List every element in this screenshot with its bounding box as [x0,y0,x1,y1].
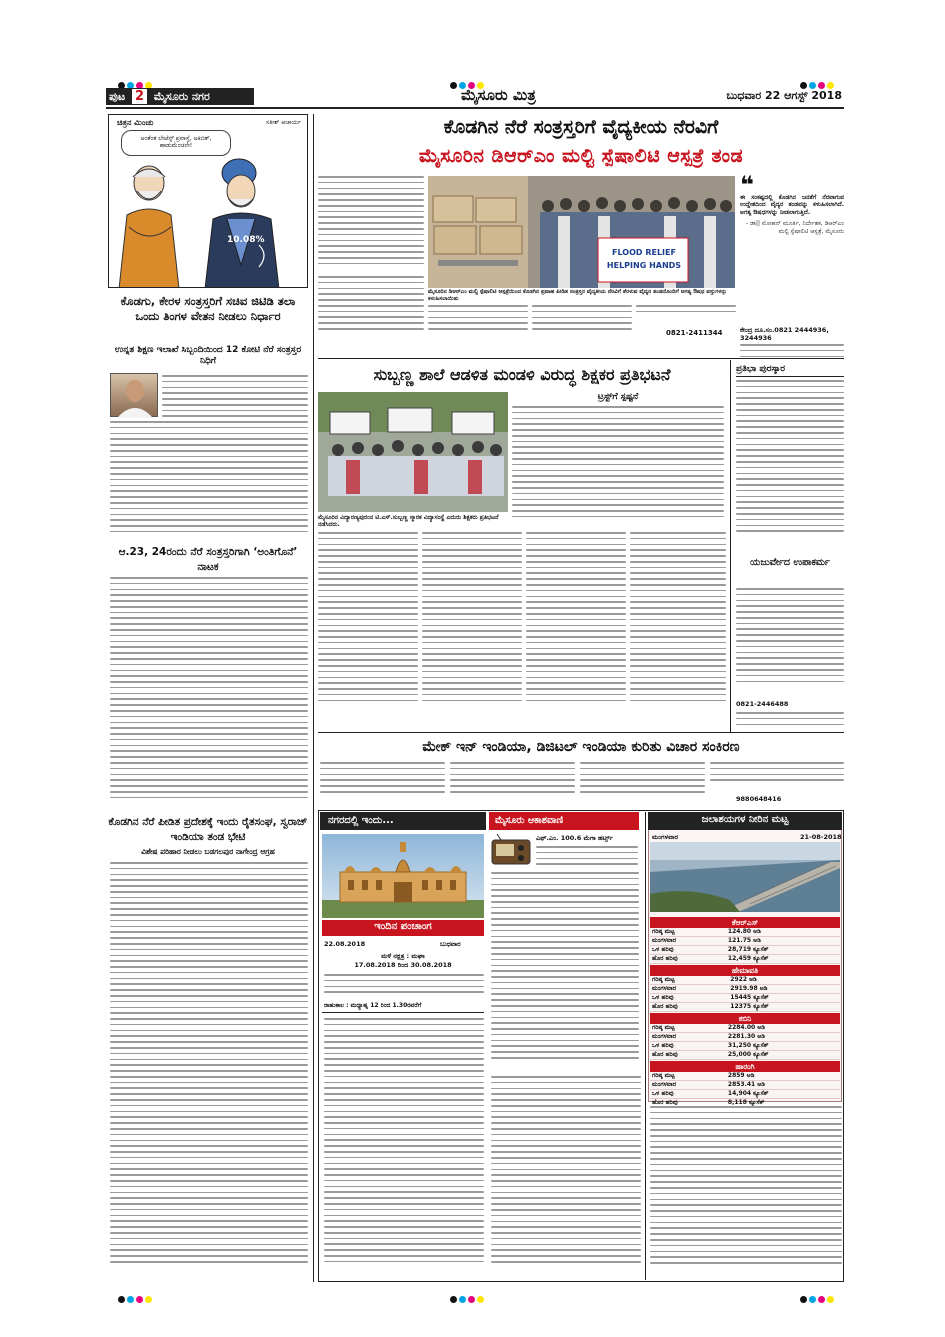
dam-row [650,985,840,994]
dam-row-label: ಹೊರ ಹರಿವು [650,955,726,964]
radio-body-top [536,846,638,870]
protest-body-2 [422,532,522,722]
yajur-headline: ಯಜುರ್ವೇದ ಉಪಾಕರ್ಮ [750,557,830,568]
salary-body-top [162,375,308,419]
protest-bottom-rule [318,732,844,733]
radio-icon [491,834,531,866]
yajur-phone: 0821-2446488 [736,700,789,708]
radio-title-bar [489,812,639,830]
page-header [106,86,844,108]
page-number: 2 [132,89,147,104]
dam-row [650,1090,840,1099]
dam-row [650,976,840,985]
quote-mark-icon: ❝ [740,171,755,199]
reservoir-title-bar [648,812,842,830]
right-column-rule [730,360,731,732]
dam-row-label: ಒಳ ಹರಿವು [650,946,726,955]
make-body-2 [450,762,575,802]
lead-phone-1: ಕೇಂದ್ರ ದೂ.ಸಂ.0821 2444936, 3244936 [740,326,829,342]
cartoon-title: ಚಿತ್ರನ ಮಿಂಚು [117,118,154,127]
header-date: ಬುಧವಾರ 22 ಆಗಸ್ಟ್ 2018 [726,89,842,102]
dam-row-value: 25,000 ಕ್ಯೂಸೆಕ್ [726,1051,840,1060]
panchanga-day: ಬುಧವಾರ [440,940,461,948]
cartoon-box [108,114,308,288]
protest-photo-scene [318,392,508,512]
dam-name: ಹಾರಂಗಿ [650,1061,840,1072]
dam-row-value: 2922 ಅಡಿ [728,976,840,985]
cartoon-artist: ಸತೀಶ್ ಆಚಾರ್ಯ [266,119,301,126]
salary-subhead: ಉನ್ನತ ಶಿಕ್ಷಣ ಇಲಾಖೆ ಸಿಬ್ಬಂದಿಯಿಂದ 12 ಕೋಟಿ ನೆರೆ ಸಂತ್ರಸ್ತರ ನಿಧಿಗೆ [114,345,302,366]
dam-row-label: ಮಂಗಳವಾರ [650,1033,726,1042]
dam-row [650,937,840,946]
events-col-3 [650,1106,842,1276]
lead-bottom-rule [318,358,844,359]
banner-line-1: FLOOD RELIEF [612,248,676,257]
radio-frequency: ಎಫ್.ಎಂ. 100.6 ಮೆಗಾ ಹರ್ಟ್ಸ್ [536,834,613,842]
minister-photo [110,373,158,417]
lead-body-col2 [428,305,528,339]
dam-row-value: 28,719 ಕ್ಯೂಸೆಕ್ [726,946,840,955]
protest-body-4 [630,532,726,722]
minister-portrait [111,374,159,418]
award-headline: ಪ್ರತಿಭಾ ಪುರಸ್ಕಾರ [736,364,844,377]
make-body-3 [580,762,705,802]
make-body-4 [710,762,844,792]
cartoon-jacket-text: 10.08% [227,235,265,245]
dam-row-value: 124.80 ಅಡಿ [726,928,840,937]
protest-photo [318,392,508,512]
protest-kicker: ಟ್ರಸ್ಟ್‌ಗೆ ಸ್ಪಷ್ಟನೆ [597,392,639,402]
section-name: ಮೈಸೂರು ನಗರ [153,90,210,103]
rahukala: ರಾಹುಕಾಲ : ಮಧ್ಯಾಹ್ನ 12 ರಿಂದ 1.30ರವರೆಗೆ [324,1002,422,1009]
today-inner-rule [645,812,646,1280]
left-column-rule [313,114,314,1282]
dam-name: ಕಬಿನಿ [650,1013,840,1024]
palace-photo [322,834,484,918]
dam-row [650,1081,840,1090]
dam-row-label: ಗರಿಷ್ಠ ಮಟ್ಟ [650,976,728,985]
dam-row [650,1051,840,1060]
dam-row [650,1072,840,1081]
dam-name: ಕೆಆರ್‌ಎಸ್ [650,917,840,928]
dam-row [650,994,840,1003]
dam-row [650,928,840,937]
lead-photo-caption: ಮೈಸೂರಿನ ಡಿಆರ್‌ಎಂ ಮಲ್ಟಿ ಸ್ಪೆಷಾಲಿಟಿ ಆಸ್ಪತ್ರೆಯಿಂದ ಕೊಡಗಿನ ಪ್ರವಾಹ ಪೀಡಿತ ಸಂತ್ರಸ್ತರ ವೈದ್ಯಕೀಯ ನೆರವಿಗೆ ತೆರಳುವ ವೈದ್ಯರ ತಂಡದೊಂದಿಗೆ ಅಗತ್ಯ ಔಷಧ ವಸ್ತುಗಳನ್ನು ಕಳುಹಿಸಲಾಯಿತು [428,289,727,302]
banner-line-2: HELPING HANDS [606,261,682,270]
speech-text: ಅಂತೆಂತ ಲೇಟೆಸ್ಟ್ ಪ್ರವಾಸ್ತೆ, ಅಕಿಬಿತ್, ಹಾಡುಮೆಂಚನೇ! [140,135,212,149]
yajur-body [736,588,844,698]
play-body [110,577,308,809]
panchanga-title-bar [322,920,484,936]
dam-photo [650,842,840,912]
protest-headline: ಸುಬ್ಬಣ್ಣ ಶಾಲೆ ಆಡಳಿತ ಮಂಡಳಿ ವಿರುದ್ಧ ಶಿಕ್ಷಕರ ಪ್ರತಿಭಟನೆ [373,365,671,384]
radio-body [491,872,639,1070]
dam-name: ಹೇಮಾವತಿ [650,965,840,976]
dam-row-label: ಮಂಗಳವಾರ [650,1081,726,1090]
dam-row [650,1003,840,1012]
dam-row-value: 2284.00 ಅಡಿ [726,1024,840,1033]
dam-row-value: 15445 ಕ್ಯೂಸೆಕ್ [728,994,840,1003]
panchanga-title: ಇಂದಿನ ಪಂಚಾಂಗ [374,921,432,932]
farmers-headline: ಕೊಡಗಿನ ನೆರೆ ಪೀಡಿತ ಪ್ರದೇಶಕ್ಕೆ ಇಂದು ರೈತಸಂಘ, ಸ್ವರಾಜ್ ಇಂಡಿಯಾ ತಂಡ ಭೇಟಿ [108,816,308,843]
registration-marks-bottom [118,1288,154,1307]
quote-text: ಈ ಸಂಕಷ್ಟದಲ್ಲಿ ಕೊಡಗಿನ ಜನತೆಗೆ ನೆರವಾಗುವ ಉದ್ದೇಶದಿಂದ ವೈದ್ಯರ ತಂಡವನ್ನು ಕಳುಹಿಸಲಾಗಿದೆ. ಅಗತ್ಯ ಔಷಧಗಳನ್ನು ನೀಡಲಾಗುತ್ತಿದೆ. [740,194,844,216]
page-tag [106,88,254,105]
dam-row-label: ಹೊರ ಹರಿವು [650,1099,726,1108]
lead-phone-2: 0821-2411344 [666,329,723,337]
dam-row-label: ಹೊರ ಹರಿವು [650,1051,726,1060]
dam-row-value: 12375 ಕ್ಯೂಸೆಕ್ [728,1003,840,1012]
panchanga-range: 17.08.2018 ರಿಂದ 30.08.2018 [354,961,452,969]
make-headline: ಮೇಕ್ ಇನ್ ಇಂಡಿಯಾ, ಡಿಜಿಟಲ್ ಇಂಡಿಯಾ ಕುರಿತು ವಿಚಾರ ಸಂಕಿರಣ [422,739,740,755]
palace-illustration [322,834,484,918]
farmers-subhead: ವಿಶೇಷ ಪರಿಹಾರ ನೀಡಲು ಬಡಗಲಪುರ ನಾಗೇಂದ್ರ ಆಗ್ರಹ [141,847,275,856]
salary-body [110,421,308,539]
quote-box [740,171,844,330]
dam-row-label: ಒಳ ಹರಿವು [650,1042,726,1051]
panchanga-body [324,974,484,1002]
registration-marks-bottom-right [800,1288,836,1307]
page-label: ಪುಟ [109,90,126,103]
events-col-2 [491,1076,641,1276]
reservoir-table [650,916,840,1108]
panchanga-rule [322,1012,484,1013]
panchanga-date: 22.08.2018 [324,940,366,948]
dam-row [650,1042,840,1051]
dam-row [650,955,840,964]
dam-row [650,946,840,955]
radio-title: ಮೈಸೂರು ಆಕಾಶವಾಣಿ [495,815,564,826]
lead-body-col0 [318,276,424,340]
protest-body-3 [526,532,626,722]
dam-row [650,1033,840,1042]
cartoon-drawing [109,155,308,288]
lead-body-col3 [532,305,632,339]
dam-row-value: 2919.98 ಅಡಿ [728,985,840,994]
reservoir-title: ಜಲಾಶಯಗಳ ನೀರಿನ ಮಟ್ಟ [701,814,789,825]
today-title-bar [320,812,486,830]
make-phone: 9880648416 [736,795,782,803]
protest-caption: ಮೈಸೂರಿನ ವಿದ್ಯಾರಣ್ಯಪುರಂನ ಟಿ.ಎಸ್.ಸುಬ್ಬಣ್ಣ ಸ್ಮಾರಕ ವಿದ್ಯಾಸಂಸ್ಥೆ ಎದುರು ಶಿಕ್ಷಕರು ಪ್ರತಿಭಟನೆ ನಡೆಸಿದರು. [318,514,499,528]
dam-row-value: 121.75 ಅಡಿ [726,937,840,946]
dam-row [650,1024,840,1033]
speech-bubble [121,130,231,156]
dam-row-label: ಒಳ ಹರಿವು [650,1090,726,1099]
lead-headline-2: ಮೈಸೂರಿನ ಡಿಆರ್‌ಎಂ ಮಲ್ಟಿ ಸ್ಪೆಷಾಲಿಟಿ ಆಸ್ಪತ್ರೆ ತಂಡ [418,145,744,167]
dam-row-value: 2859 ಅಡಿ [726,1072,840,1081]
dam-row-value: 31,250 ಕ್ಯೂಸೆಕ್ [726,1042,840,1051]
award-body [736,380,844,550]
dam-row-label: ಗರಿಷ್ಠ ಮಟ್ಟ [650,928,726,937]
lead-photo-scene [428,176,735,288]
quote-author: - ಡಾ|| ಮೋಹನ್ ಮೂರ್ತಿ, ನಿರ್ದೇಶಕ, ಡಿಆರ್‌ಎಂ ಮಲ್ಟಿ ಸ್ಪೆಷಾಲಿಟಿ ಆಸ್ಪತ್ರೆ, ಮೈಸೂರು [745,220,844,235]
dam-table [650,1072,840,1108]
dam-row-value: 2853.41 ಅಡಿ [726,1081,840,1090]
radio-set-icon [491,834,531,866]
panchanga-star: ಮಳೆ ನಕ್ಷತ್ರ : ಮಘಾ [381,952,425,960]
salary-headline: ಕೊಡಗು, ಕೇರಳ ಸಂತ್ರಸ್ತರಿಗೆ ಸಚಿವ ಜಿಟಿಡಿ ತಲಾ ಒಂದು ತಿಂಗಳ ವೇತನ ನೀಡಲು ನಿರ್ಧಾರ [120,294,296,323]
reservoir-subtitle: ಮಂಗಳವಾರ [652,833,679,841]
lead-headline-1: ಕೊಡಗಿನ ನೆರೆ ಸಂತ್ರಸ್ತರಿಗೆ ವೈದ್ಯಕೀಯ ನೆರವಿಗೆ [443,116,719,138]
today-title: ನಗರದಲ್ಲಿ ಇಂದು... [328,815,394,826]
reservoir-date: 21-08-2018 [800,833,842,841]
yajur-body-end [736,712,844,730]
dam-row-label: ಒಳ ಹರಿವು [650,994,728,1003]
lead-body-col1 [318,176,424,272]
dam-row-label: ಹೊರ ಹರಿವು [650,1003,728,1012]
lead-body-col5 [740,344,844,358]
masthead: ಮೈಸೂರು ಮಿತ್ರ [461,86,536,104]
dam-row-value: 14,904 ಕ್ಯೂಸೆಕ್ [726,1090,840,1099]
dam-row-label: ಗರಿಷ್ಠ ಮಟ್ಟ [650,1072,726,1081]
dam-table [650,976,840,1012]
dam-row-label: ಗರಿಷ್ಠ ಮಟ್ಟ [650,1024,726,1033]
events-col-1 [324,1018,484,1276]
make-body-1 [320,762,445,802]
protest-body-1 [318,532,418,722]
dam-row-label: ಮಂಗಳವಾರ [650,937,726,946]
dam-row-label: ಮಂಗಳವಾರ [650,985,728,994]
play-headline: ಆ.23, 24ರಂದು ನೆರೆ ಸಂತ್ರಸ್ತರಿಗಾಗಿ ‘ಅಂತಿಗೊನೆ’ ನಾಟಕ [118,546,298,573]
dam-illustration [650,842,840,912]
lead-photo [428,176,735,288]
lead-body-col4 [636,305,736,323]
dam-row-value: 12,459 ಕ್ಯೂಸೆಕ್ [726,955,840,964]
dam-row-value: 8,118 ಕ್ಯೂಸೆಕ್ [726,1099,840,1108]
dam-row-value: 2281.30 ಅಡಿ [726,1033,840,1042]
farmers-body [110,862,308,1278]
header-rule [106,107,844,109]
registration-marks-bottom-center [450,1288,486,1307]
dam-table [650,1024,840,1060]
protest-body-top [512,406,724,530]
dam-table [650,928,840,964]
